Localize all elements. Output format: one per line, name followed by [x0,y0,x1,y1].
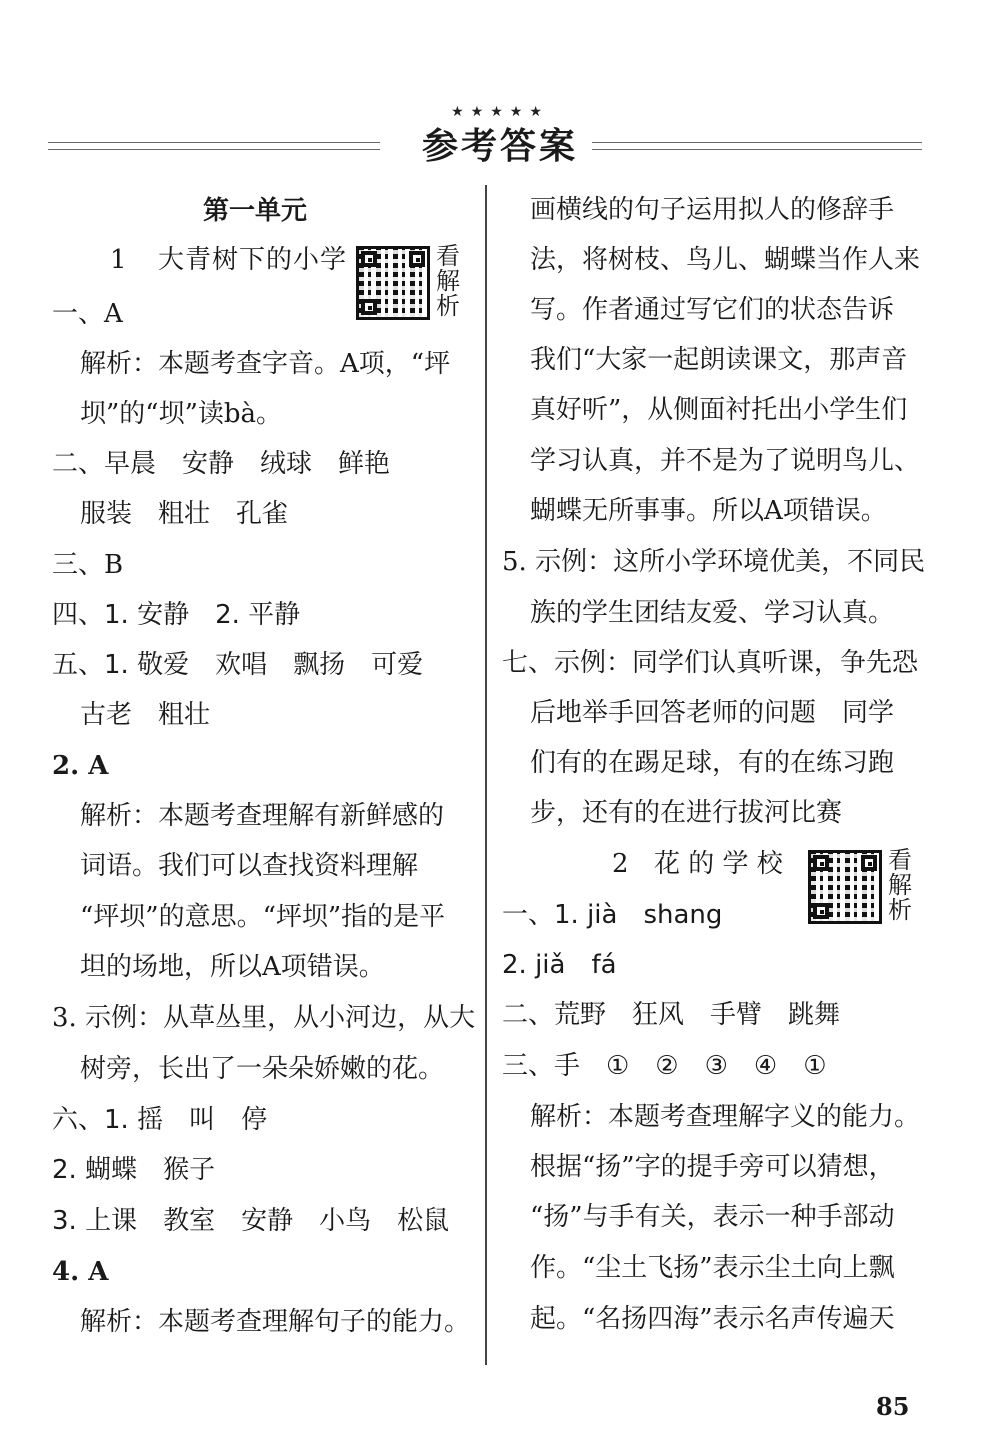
answer-line: 3. 示例：从草丛里，从小河边，从大 [52,1003,476,1033]
answer-line: “坪坝”的意思。“坪坝”指的是平 [80,902,446,932]
qr-label-char: 看 [888,846,912,874]
answer-line: 五、1. 敬爱 欢唱 飘扬 可爱 [52,650,424,680]
lesson2-qr-label [888,848,914,923]
answer-line: 一、A [52,299,123,329]
lesson1-qr-code[interactable] [356,246,430,320]
answer-line: 我们“大家一起朗读课文，那声音 [530,345,908,375]
answer-line: 一、1. jià shang [502,900,723,930]
qr-label-char: 析 [888,896,912,924]
answer-line: 2. jiǎ fá [502,950,617,980]
answer-line: 步，还有的在进行拔河比赛 [530,798,843,828]
answer-line: 后地举手回答老师的问题 同学 [530,698,895,728]
answer-line: 作。“尘土飞扬”表示尘土向上飘 [530,1253,895,1283]
answer-line: 4. A [52,1257,109,1287]
answer-line: 族的学生团结友爱、学习认真。 [530,598,895,628]
qr-label-char: 解 [436,267,460,295]
answer-line: 解析：本题考查理解句子的能力。 [80,1307,471,1337]
answer-line: 5. 示例：这所小学环境优美，不同民 [502,547,926,577]
answer-line: 写。作者通过写它们的状态告诉 [530,295,895,325]
answer-line: 解析：本题考查字音。A项，“坪 [80,349,451,379]
answer-line: 们有的在踢足球，有的在练习跑 [530,748,895,778]
answer-line: “扬”与手有关，表示一种手部动 [530,1202,895,1232]
qr-label-char: 析 [436,292,460,320]
answer-line: 树旁，长出了一朵朵娇嫩的花。 [80,1054,445,1084]
qr-label-char: 解 [888,871,912,899]
answer-line: 词语。我们可以查找资料理解 [80,851,419,881]
answer-line: 坦的场地，所以A项错误。 [80,952,385,982]
column-divider [485,185,487,1365]
title-stars: ★★★★★ [451,104,549,120]
answer-line: 根据“扬”字的提手旁可以猜想， [530,1152,895,1182]
lesson1-number: 1 [110,245,127,275]
answer-line: 解析：本题考查理解有新鲜感的 [80,801,445,831]
answer-line: 七、示例：同学们认真听课，争先恐 [502,648,919,678]
answer-line: 法，将树枝、鸟儿、蝴蝶当作人来 [530,245,921,275]
answer-line: 三、手 ① ② ③ ④ ① [502,1051,827,1081]
qr-label-char: 看 [436,242,460,270]
answer-line: 蝴蝶无所事事。所以A项错误。 [530,496,887,526]
unit-heading: 第一单元 [202,196,307,226]
answer-line: 学习认真，并不是为了说明鸟儿、 [530,446,921,476]
lesson2-number: 2 [612,849,629,879]
answer-line: 二、荒野 狂风 手臂 跳舞 [502,1000,841,1030]
answer-line: 古老 粗壮 [80,700,211,730]
lesson2-title: 花 的 学 校 [654,849,783,879]
answer-line: 三、B [52,550,124,580]
lesson1-qr-label [436,244,462,319]
answer-line: 六、1. 摇 叫 停 [52,1105,268,1135]
answer-line: 真好听”，从侧面衬托出小学生们 [530,395,908,425]
answer-line: 2. 蝴蝶 猴子 [52,1155,216,1185]
page-title: 参考答案 [421,126,578,167]
answer-line: 坝”的“坝”读bà。 [80,399,283,429]
answer-line: 四、1. 安静 2. 平静 [52,600,301,630]
answer-line: 服装 粗壮 孔雀 [80,499,289,529]
answer-line: 二、早晨 安静 绒球 鲜艳 [52,449,391,479]
answer-line: 3. 上课 教室 安静 小鸟 松鼠 [52,1206,450,1236]
page-number: 85 [876,1392,910,1421]
answer-line: 解析：本题考查理解字义的能力。 [530,1102,921,1132]
answer-line: 2. A [52,751,109,781]
lesson1-title: 大青树下的小学 [158,245,348,275]
answer-line: 画横线的句子运用拟人的修辞手 [530,195,895,225]
lesson2-qr-code[interactable] [808,850,882,924]
answer-line: 起。“名扬四海”表示名声传遍天 [530,1304,895,1334]
